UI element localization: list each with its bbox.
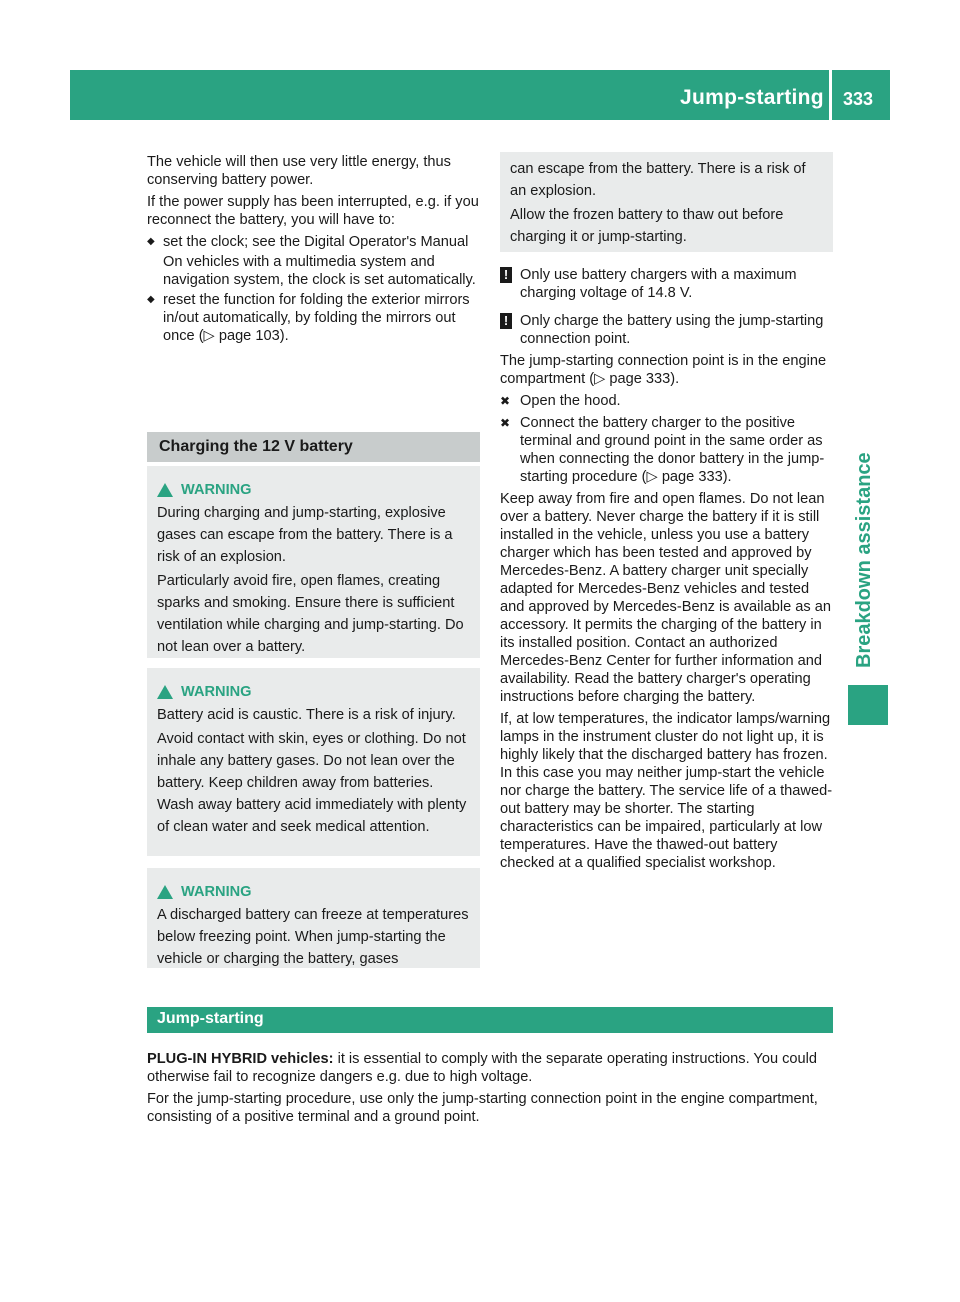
exclamation-icon: !: [500, 267, 512, 283]
warning-box: [147, 668, 480, 856]
warning-text: A discharged battery can freeze at temperatures below freezing point. When jump-starting the vehicle or charging the battery, gases: [157, 907, 469, 967]
note-item: [500, 312, 833, 348]
hybrid-label: PLUG-IN HYBRID vehicles:: [147, 1051, 334, 1067]
left-column: [147, 153, 482, 345]
warning-text: can escape from the battery. There is a risk of an explosion.: [510, 161, 806, 199]
step-item: [500, 392, 833, 410]
bullet-subtext: On vehicles with a multimedia system and navigation system, the clock is set automatically.: [163, 254, 476, 288]
arrow-icon: ✖: [500, 394, 511, 408]
section-heading-bar: [147, 432, 480, 462]
warning-header: [147, 478, 480, 502]
paragraph: For the jump-starting procedure, use only the jump-starting connection point in the engine compartment, consisting of a positive terminal and a ground point.: [147, 1091, 818, 1125]
page-number: 333: [843, 89, 874, 109]
bullet-text: set the clock; see the Digital Operator's Manual: [163, 234, 469, 250]
warning-text: Particularly avoid fire, open flames, creating sparks and smoking. Ensure there is sufficient ventilation while charging and jump-starting. Do not lean over a battery.: [157, 573, 464, 655]
paragraph: Keep away from fire and open flames. Do not lean over a battery. Never charge the battery if it is still installed in the vehicle, unless you use a battery charger which has been tested and approved by Mercedes-Benz. A battery charger unit specially adapted for Mercedes-Benz vehicles and tested and approved by Mercedes-Benz is available as an accessory. It permits the charging of the battery in its installed position. Contact an authorized Mercedes-Benz Center for further information and availability. Read the battery charger's operating instructions before charging the battery.: [500, 491, 831, 705]
warning-triangle-icon: [157, 685, 173, 699]
bullet-text: reset the function for folding the exterior mirrors in/out automatically, by folding the mirrors out once (▷ page 103).: [163, 292, 470, 344]
intro-paragraph-2: If the power supply has been interrupted, e.g. if you reconnect the battery, you will have to:: [147, 194, 479, 228]
exclamation-icon: !: [500, 313, 512, 329]
bullet-icon: ◆: [147, 294, 155, 305]
header-divider: [829, 70, 832, 120]
step-text: Open the hood.: [520, 393, 621, 409]
step-text: Connect the battery charger to the positive terminal and ground point in the same order as when connecting the donor battery in the jump-starting procedure (▷ page 333).: [520, 415, 825, 485]
warning-text: Battery acid is caustic. There is a risk of injury.: [157, 707, 456, 723]
note-text: Only use battery chargers with a maximum charging voltage of 14.8 V.: [520, 267, 797, 301]
list-item: [147, 233, 482, 289]
arrow-icon: ✖: [500, 416, 511, 430]
paragraph: If, at low temperatures, the indicator lamps/warning lamps in the instrument cluster do not light up, it is highly likely that the discharged battery has frozen. In this case you may neither jump-start the vehicle nor charge the battery. The service life of a thawed-out battery may be shorter. The starting characteristics can be impaired, particularly at low temperatures. Have the thawed-out battery checked at a qualified specialist workshop.: [500, 711, 833, 871]
warning-header: [147, 880, 480, 904]
paragraph: [147, 1050, 837, 1086]
section-heading: Jump-starting: [157, 1010, 264, 1027]
warning-text: Avoid contact with skin, eyes or clothing. Do not inhale any battery gases. Do not lean over the battery. Keep children away from batteries. Wash away battery acid immediately with plenty of clean water and seek medical attention.: [157, 731, 467, 835]
warning-text: During charging and jump-starting, explosive gases can escape from the battery. There is a risk of an explosion.: [157, 505, 453, 565]
warning-title: WARNING: [181, 482, 252, 498]
warning-title: WARNING: [181, 684, 252, 700]
note-text: Only charge the battery using the jump-starting connection point.: [520, 313, 824, 347]
warning-header: [147, 680, 480, 704]
paragraph: The jump-starting connection point is in the engine compartment (▷ page 333).: [500, 353, 827, 387]
hybrid-text: it is essential to comply with the separate operating instructions. You could otherwise fail to recognize dangers e.g. due to high voltage.: [147, 1051, 818, 1085]
warning-box-continued: [500, 152, 833, 252]
note-item: [500, 266, 833, 302]
warning-triangle-icon: [157, 885, 173, 899]
warning-text: Allow the frozen battery to thaw out before charging it or jump-starting.: [510, 207, 784, 245]
side-tab-marker: [848, 685, 888, 725]
page-header-title: Jump-starting: [680, 86, 824, 109]
jump-starting-body: [147, 1050, 837, 1130]
bullet-icon: ◆: [147, 236, 155, 247]
warning-title: WARNING: [181, 884, 252, 900]
intro-paragraph-1: The vehicle will then use very little energy, thus conserving battery power.: [147, 154, 451, 188]
section-heading: Charging the 12 V battery: [159, 438, 353, 455]
right-column: [500, 266, 833, 872]
warning-triangle-icon: [157, 483, 173, 497]
warning-box: [147, 868, 480, 968]
warning-box: [147, 466, 480, 658]
side-tab-label: Breakdown assistance: [853, 452, 875, 668]
section-heading-bar: [147, 1007, 833, 1033]
step-item: [500, 414, 833, 486]
list-item: [147, 291, 482, 345]
